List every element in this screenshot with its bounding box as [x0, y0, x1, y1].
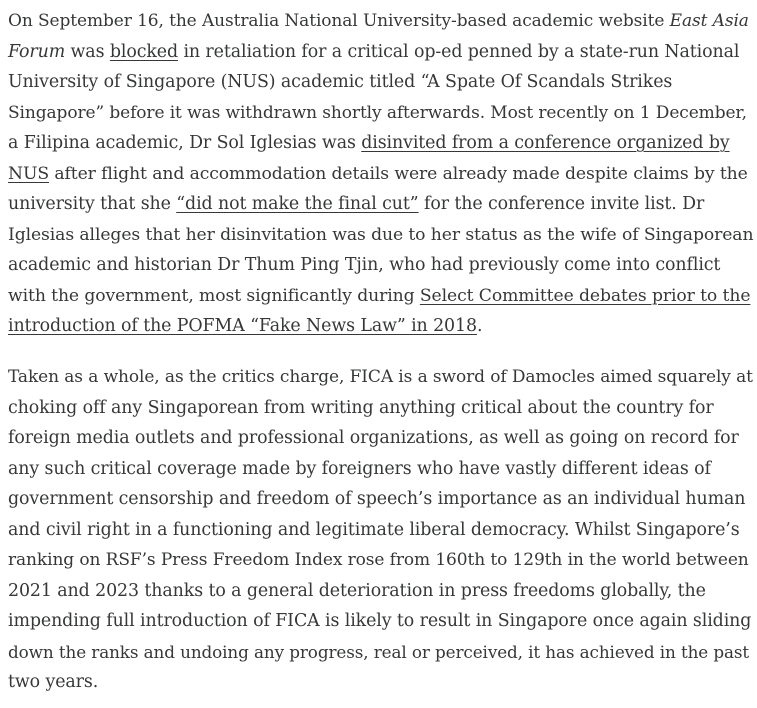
text-line: [8, 159, 753, 190]
text-line: [8, 311, 753, 342]
text-segment: after flight and accommodation details were already made despite claims by the: [49, 163, 748, 184]
text-segment: On September 16, the Australia National University-based academic website: [8, 11, 670, 31]
text-segment: .: [476, 316, 483, 336]
text-line: ranking on RSF’s Press Freedom Index rose from 160th to 129th in the world between: [8, 550, 749, 570]
paragraph-1: [8, 6, 753, 342]
text-line: 2021 and 2023 thanks to a general deterioration in press freedoms globally, the: [8, 580, 706, 601]
text-line: Iglesias alleges that her disinvitation was due to her status as the wife of Singaporean: [8, 224, 754, 245]
paragraph-2: [8, 362, 753, 698]
text-line: [8, 189, 753, 220]
text-line: choking off any Singaporean from writing anything critical about the country for: [8, 397, 714, 418]
text-segment: a Filipina academic, Dr Sol Iglesias was: [8, 133, 362, 153]
text-segment: for the conference invite list. Dr: [418, 194, 705, 214]
text-line: [8, 281, 753, 312]
select-committee-link[interactable]: Select Committee debates prior to the: [419, 285, 751, 306]
text-line: down the ranks and undoing any progress, real or perceived, it has achieved in the past: [8, 641, 750, 662]
text-line: government censorship and freedom of speech’s importance as an individual human: [8, 489, 746, 509]
text-line: impending full introduction of FICA is likely to result in Singapore once again sliding: [8, 611, 752, 631]
text-segment: university that she: [8, 194, 177, 214]
select-committee-link[interactable]: introduction of the POFMA “Fake News Law” in 2018: [8, 316, 477, 336]
text-segment: with the government, most significantly during: [8, 285, 420, 306]
text-line: two years.: [8, 672, 99, 692]
text-line: Taken as a whole, as the critics charge, FICA is a sword of Damocles aimed squarely at: [8, 367, 753, 387]
text-line: academic and historian Dr Thum Ping Tjin, who had previously come into conflict: [8, 255, 721, 275]
text-segment: in retaliation for a critical op-ed penned by a state-run National: [178, 41, 740, 62]
text-line: University of Singapore (NUS) academic titled “A Spate Of Scandals Strikes: [8, 72, 673, 92]
text-line: [8, 6, 753, 37]
text-line: and civil right in a functioning and legitimate liberal democracy. Whilst Singapore’s: [8, 519, 740, 540]
final-cut-link[interactable]: “did not make the final cut”: [176, 194, 419, 214]
text-line: any such critical coverage made by foreigners who have vastly different ideas of: [8, 458, 711, 479]
text-line: Singapore” before it was withdrawn shortly afterwards. Most recently on 1 December,: [8, 102, 747, 123]
text-segment: was: [65, 41, 110, 62]
disinvited-link[interactable]: disinvited from a conference organized by: [361, 133, 730, 153]
disinvited-link[interactable]: NUS: [8, 163, 49, 184]
text-line: [8, 37, 753, 68]
publication-name: East Asia: [669, 11, 749, 31]
text-line: foreign media outlets and professional organizations, as well as going on record for: [8, 428, 739, 448]
blocked-link[interactable]: blocked: [109, 41, 179, 62]
publication-name: Forum: [8, 41, 66, 62]
text-line: [8, 128, 753, 159]
